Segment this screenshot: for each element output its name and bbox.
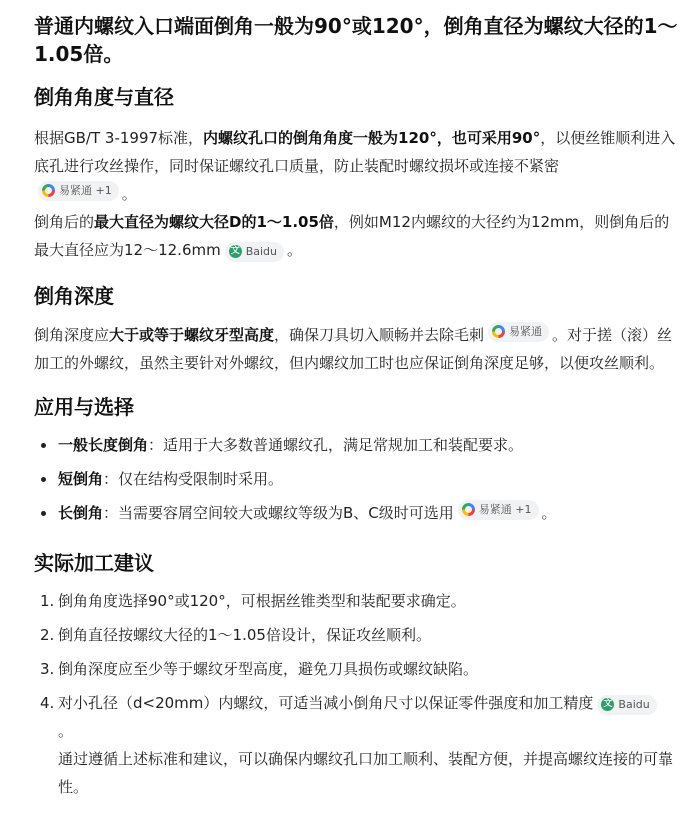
multicolor-g-icon <box>42 184 55 197</box>
list-item-text: 对小孔径（d<20mm）内螺纹，可适当减小倒角尺寸以保证零件强度和加工精度 <box>58 694 594 712</box>
list-item-text: ：适用于大多数普通螺纹孔，满足常规加工和装配要求。 <box>148 436 524 454</box>
paragraph-diameter-text-c: ，例如M12内螺纹的大径约为12mm，则倒角后的最大直径应为12～12.6mm <box>34 213 670 259</box>
list-number: 3. <box>40 660 55 678</box>
paragraph-angle-end: 。 <box>121 185 137 203</box>
list-item <box>34 499 684 527</box>
paragraph-depth-text-d: 。对于搓（滚）丝加工的外螺纹，虽然主要针对外螺纹，但内螺纹加工时也应保证倒角深度足够，以便攻丝顺利。 <box>34 326 673 372</box>
paragraph-diameter-text-a: 倒角后的 <box>34 213 95 231</box>
wen-translate-icon: 文 <box>230 246 240 256</box>
source-chip-label: Baidu <box>245 244 278 258</box>
paragraph-depth-bold: 大于或等于螺纹牙型高度 <box>109 326 275 344</box>
answer-title: 普通内螺纹入口端面倒角一般为90°或120°，倒角直径为螺纹大径的1～1.05倍。 <box>34 14 678 66</box>
paragraph-depth-text-c: ，确保刀具切入顺畅并去除毛刺 <box>274 326 485 344</box>
paragraph-angle <box>34 124 684 208</box>
list-item-text: ：当需要容屑空间较大或螺纹等级为B、C级时可选用 <box>103 504 454 522</box>
source-chip-label: 易紧通 +1 <box>478 502 532 516</box>
paragraph-depth <box>34 321 684 377</box>
list-item <box>34 431 684 459</box>
list-item-bold: 一般长度倒角 <box>58 436 149 454</box>
source-chip-label: 易紧通 <box>509 324 543 338</box>
list-item-bold: 长倒角 <box>58 504 104 522</box>
list-item <box>34 655 684 683</box>
source-chip-yijintong[interactable] <box>38 181 119 201</box>
list-item-end: 。 <box>541 504 557 522</box>
section-heading-depth: 倒角深度 <box>34 284 114 308</box>
list-item <box>34 587 684 615</box>
source-chip-label: Baidu <box>618 697 650 711</box>
list-item <box>34 465 684 493</box>
source-chip-baidu[interactable] <box>597 695 656 715</box>
source-chip-baidu[interactable] <box>225 242 284 262</box>
advice-list <box>34 587 684 801</box>
source-chip-yijintong[interactable] <box>458 500 539 520</box>
paragraph-angle-text-c: ，以便丝锥顺利进入底孔进行攻丝操作，同时保证螺纹孔口质量，防止装配时螺纹损坏或连接不紧密 <box>34 129 676 175</box>
paragraph-angle-text-a: 根据GB/T 3-1997标准， <box>34 129 204 147</box>
wen-translate-icon: 文 <box>603 699 613 709</box>
list-item-text: 倒角直径按螺纹大径的1～1.05倍设计，保证攻丝顺利。 <box>58 626 431 644</box>
paragraph-depth-text-a: 倒角深度应 <box>34 326 110 344</box>
paragraph-angle-bold: 内螺纹孔口的倒角角度一般为120°，也可采用90° <box>203 129 541 147</box>
section-heading-angle-diameter: 倒角角度与直径 <box>34 85 174 109</box>
list-item <box>34 689 684 801</box>
list-item-text: 倒角角度选择90°或120°，可根据丝锥类型和装配要求确定。 <box>58 592 466 610</box>
list-number: 2. <box>40 626 55 644</box>
source-chip-label: 易紧通 +1 <box>59 183 112 197</box>
paragraph-diameter-bold: 最大直径为螺纹大径D的1～1.05倍 <box>94 213 334 231</box>
multicolor-g-icon <box>462 503 475 516</box>
multicolor-g-icon <box>492 325 505 338</box>
list-item-text: ：仅在结构受限制时采用。 <box>103 470 284 488</box>
list-item-bold: 短倒角 <box>58 470 104 488</box>
answer-document <box>34 0 684 801</box>
section-heading-advice: 实际加工建议 <box>34 551 154 575</box>
application-list <box>34 431 684 527</box>
list-number: 1. <box>40 592 55 610</box>
list-number: 4. <box>40 694 55 712</box>
list-item-end: 。 <box>58 722 74 740</box>
paragraph-diameter <box>34 208 684 264</box>
list-item-text: 倒角深度应至少等于螺纹牙型高度，避免刀具损伤或螺纹缺陷。 <box>58 660 479 678</box>
paragraph-diameter-end: 。 <box>287 241 303 259</box>
list-item <box>34 621 684 649</box>
source-chip-yijintong[interactable] <box>488 322 549 342</box>
conclusion-text: 通过遵循上述标准和建议，可以确保内螺纹孔口加工顺利、装配方便，并提高螺纹连接的可靠性。 <box>58 750 674 796</box>
section-heading-application: 应用与选择 <box>34 395 134 419</box>
